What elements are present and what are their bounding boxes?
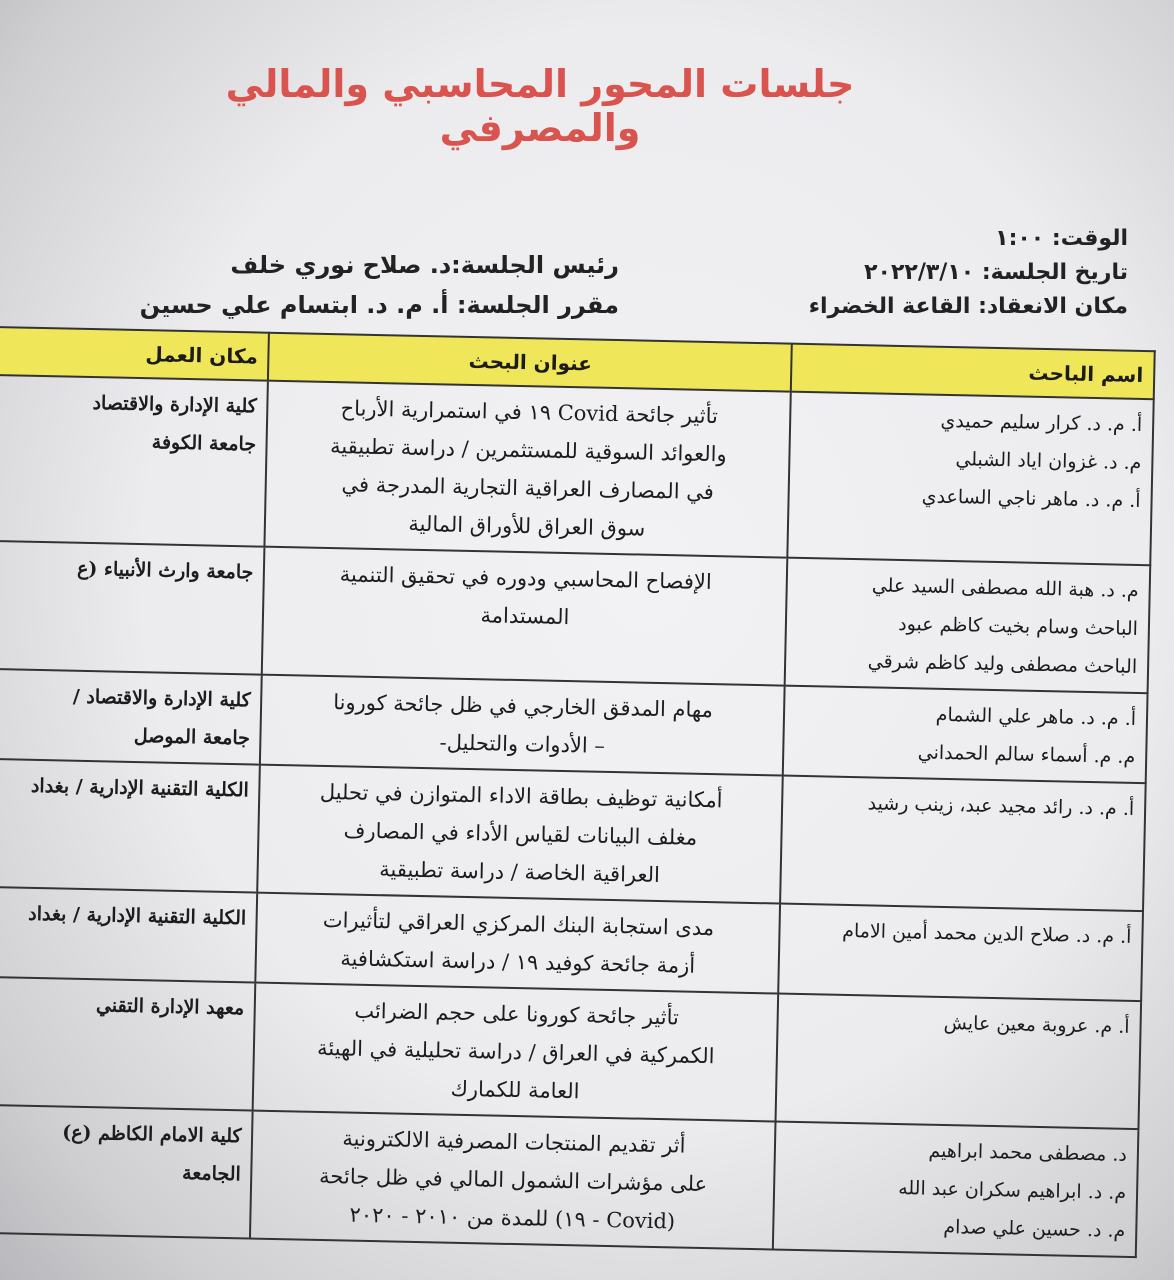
cell-line: على مؤشرات الشمول المالي في ظل جائحة	[318, 1163, 708, 1197]
cell-line: أزمة جائحة كوفيد ١٩ / دراسة استكشافية	[340, 946, 696, 978]
cell-line: الكلية التقنية الإدارية / بغداد	[30, 774, 250, 802]
page-title: جلسات المحور المحاسبي والمالي والمصرفي	[225, 62, 855, 150]
cell-line: أثر تقديم المنتجات المصرفية الالكترونية	[342, 1126, 686, 1158]
cell-line: أ. م. د. صلاح الدين محمد أمين الامام	[841, 919, 1132, 948]
cell-line: م. م. أسماء سالم الحمداني	[917, 741, 1136, 768]
cell-line: الكمركية في العراق / دراسة تحليلية في الهيئة	[316, 1035, 715, 1069]
cell-line: الباحث وسام بخيت كاظم عبود	[898, 612, 1139, 640]
cell-line: الجامعة	[181, 1162, 242, 1186]
workplace-cell	[0, 669, 262, 765]
cell-line: م. د. غزوان اياد الشبلي	[955, 448, 1142, 475]
cell-line: في المصارف العراقية التجارية المدرجة في	[341, 472, 715, 505]
cell-line: كلية الامام الكاظم (ع)	[61, 1121, 242, 1148]
researcher-cell	[773, 1122, 1138, 1258]
title-cell	[260, 675, 785, 776]
cell-line: والعوائد السوقية للمستثمرين / دراسة تطبيقية	[329, 434, 727, 467]
cell-line: م. د. ابراهيم سكران عبد الله	[897, 1177, 1127, 1204]
cell-line: مدى استجابة البنك المركزي العراقي لتأثيرات	[322, 907, 715, 941]
cell-line: جامعة الموصل	[133, 724, 251, 750]
cell-line: – الأدوات والتحليل-	[439, 730, 606, 758]
workplace-cell	[0, 541, 265, 675]
cell-line: العراقية الخاصة / دراسة تطبيقية	[379, 857, 661, 888]
cell-line: جامعة وارث الأنبياء (ع	[76, 557, 254, 584]
researcher-cell	[788, 392, 1154, 566]
title-cell	[258, 765, 783, 904]
cell-line: أ. م. عروبة معين عايش	[943, 1012, 1130, 1038]
session-time: الوقت: ١:٠٠	[995, 226, 1128, 251]
cell-line: كلية الإدارة والاقتصاد	[92, 392, 258, 418]
title-cell	[256, 893, 781, 994]
workplace-cell	[0, 375, 268, 547]
cell-line: معهد الإدارة التقني	[95, 994, 245, 1020]
cell-line: م. د. حسين علي صدام	[943, 1216, 1126, 1242]
cell-line: أ. م. د. رائد مجيد عبد، زينب رشيد	[867, 792, 1135, 820]
table-row	[0, 375, 1154, 565]
session-venue: مكان الانعقاد: القاعة الخضراء	[808, 294, 1128, 319]
cell-line: أ. م. د. ماهر علي الشمام	[935, 703, 1137, 730]
session-chair: رئيس الجلسة:د. صلاح نوري خلف	[230, 251, 619, 279]
cell-line: (Covid - ١٩) للمدة من ٢٠١٠ - ٢٠٢٠	[349, 1202, 676, 1234]
researcher-cell	[779, 904, 1143, 1002]
cell-line: المستدامة	[480, 603, 570, 630]
session-officials	[140, 245, 619, 325]
cell-line: مهام المدقق الخارجي في ظل جائحة كورونا	[333, 690, 714, 723]
cell-line: العامة للكمارك	[450, 1076, 580, 1104]
cell-line: أ. م. د. كرار سليم حميدي	[940, 409, 1143, 437]
title-cell	[250, 1111, 775, 1250]
cell-line: أمكانية توظيف بطاقة الاداء المتوازن في تحليل	[319, 779, 723, 813]
header-researcher: اسم الباحث	[791, 344, 1155, 400]
workplace-cell	[0, 977, 256, 1111]
table-row	[0, 1105, 1138, 1257]
workplace-cell	[0, 887, 258, 983]
title-cell	[253, 983, 778, 1122]
researcher-cell	[785, 558, 1150, 694]
cell-line: تأثير جائحة كورونا على حجم الضرائب	[354, 998, 680, 1030]
cell-line: مغلف البيانات لقياس الأداء في المصارف	[343, 818, 698, 850]
header-title: عنوان البحث	[268, 333, 792, 392]
session-info	[809, 222, 1128, 324]
cell-line: تأثير جائحة Covid ١٩ في استمرارية الأرباح	[340, 396, 719, 429]
researcher-cell	[776, 994, 1141, 1130]
table-row	[0, 977, 1141, 1129]
session-date: تاريخ الجلسة: ٢٠٢٢/٣/١٠	[864, 260, 1128, 285]
cell-line: م. د. هبة الله مصطفى السيد علي	[871, 574, 1139, 602]
cell-line: الإفصاح المحاسبي ودوره في تحقيق التنمية	[339, 562, 712, 595]
researcher-cell	[780, 776, 1145, 912]
cell-line: أ. م. د. ماهر ناجي الساعدي	[921, 485, 1141, 513]
cell-line: جامعة الكوفة	[151, 431, 257, 456]
title-cell	[262, 547, 787, 686]
cell-line: سوق العراق للأوراق المالية	[408, 511, 646, 541]
cell-line: الكلية التقنية الإدارية / بغداد	[28, 902, 247, 930]
title-cell	[265, 381, 791, 558]
sessions-table	[0, 326, 1156, 1258]
session-rapporteur: مقرر الجلسة: أ. م. د. ابتسام علي حسين	[139, 291, 619, 319]
cell-line: كلية الإدارة والاقتصاد /	[72, 685, 251, 712]
table-row	[0, 759, 1146, 911]
workplace-cell	[0, 1105, 253, 1239]
table-row	[0, 541, 1150, 693]
cell-line: الباحث مصطفى وليد كاظم شرقي	[867, 650, 1138, 678]
workplace-cell	[0, 759, 260, 893]
header-workplace: مكان العمل	[0, 327, 269, 381]
researcher-cell	[783, 686, 1147, 784]
cell-line: د. مصطفى محمد ابراهيم	[928, 1139, 1128, 1166]
